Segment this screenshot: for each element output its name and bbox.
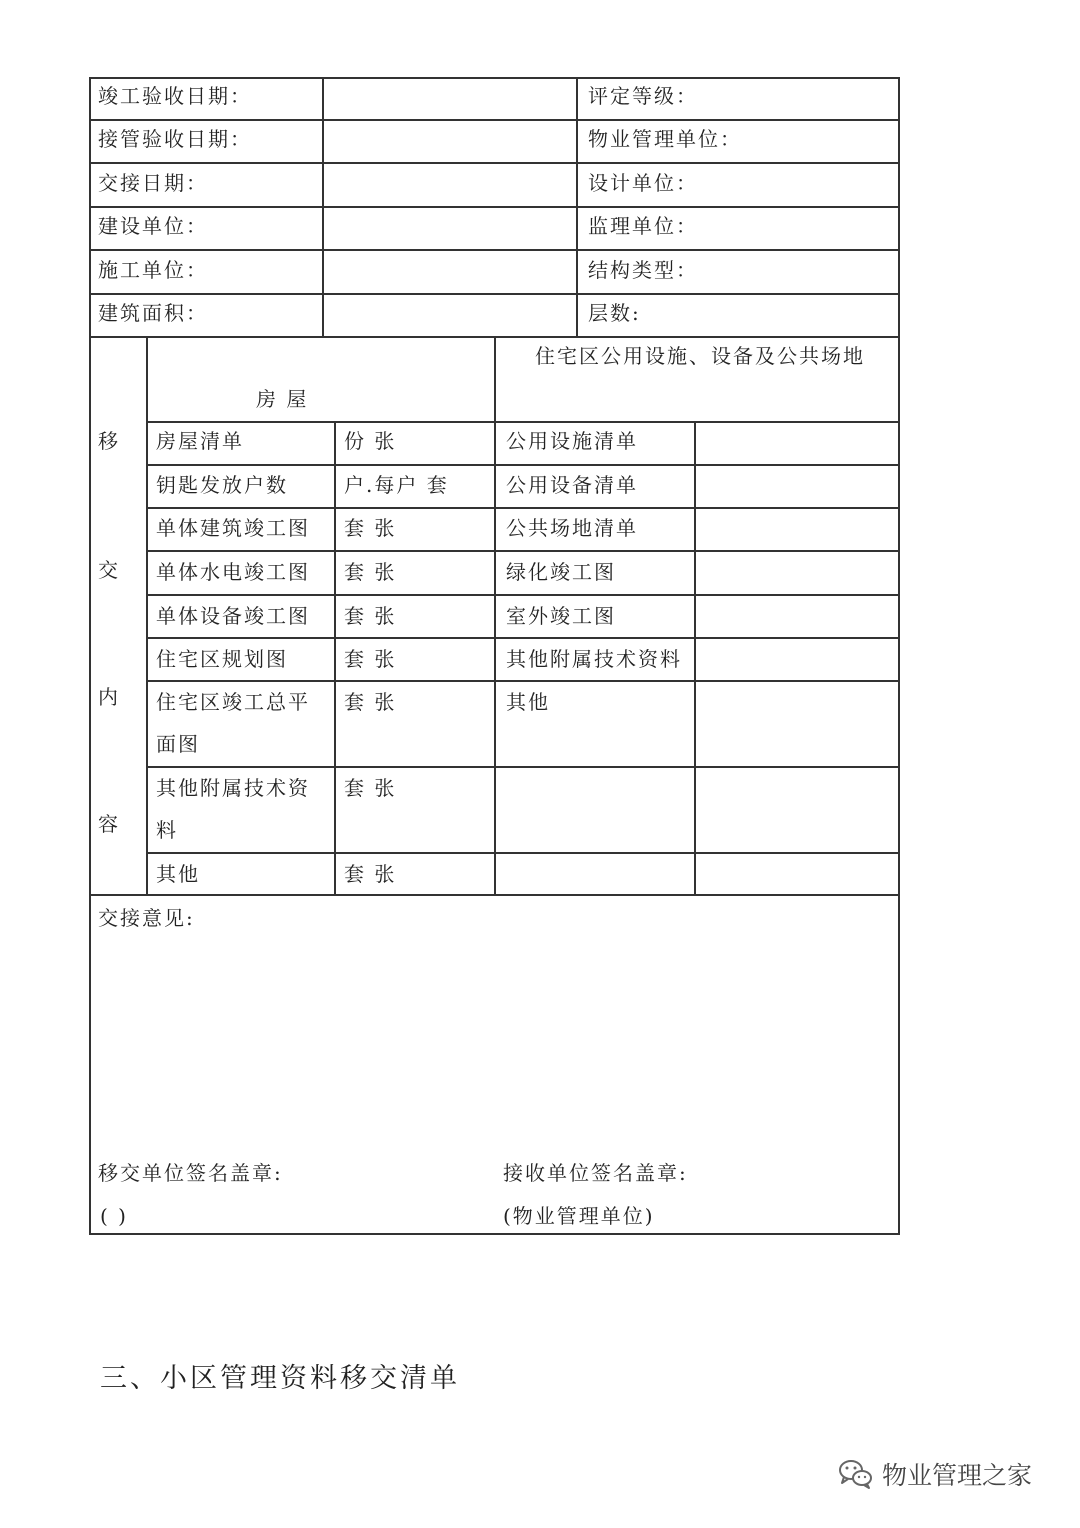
row-divider	[146, 421, 900, 423]
wechat-icon	[838, 1458, 874, 1490]
row-divider	[146, 766, 900, 768]
row-divider	[89, 249, 900, 251]
row-divider	[146, 852, 900, 854]
row-divider	[146, 507, 900, 509]
row-divider	[146, 464, 900, 466]
item-cell-continued: 面图	[156, 732, 200, 756]
row-divider	[89, 293, 900, 295]
item-cell: 住宅区竣工总平	[156, 690, 310, 714]
watermark	[838, 1456, 1032, 1492]
side-char-yi: 移	[98, 429, 120, 453]
row-divider	[89, 894, 900, 896]
house-header: 房 屋	[256, 387, 309, 411]
facility-cell: 公用设施清单	[506, 429, 638, 453]
facility-cell: 其他	[506, 690, 550, 714]
item-cell: 住宅区规划图	[156, 647, 288, 671]
handover-date-label: 交接日期：	[98, 171, 208, 195]
floors-label: 层数:	[588, 301, 641, 325]
item-cell: 其他	[156, 862, 200, 886]
col-divider	[334, 421, 336, 896]
property-mgmt-unit-label: 物业管理单位：	[588, 127, 742, 151]
facility-cell: 其他附属技术资料	[506, 647, 682, 671]
unit-cell: 套 张	[344, 776, 397, 800]
facility-cell: 公用设备清单	[506, 473, 638, 497]
receiver-signature-label: 接收单位签名盖章:	[503, 1161, 688, 1185]
building-area-label: 建筑面积：	[98, 301, 208, 325]
item-cell-continued: 料	[156, 818, 178, 842]
structure-type-label: 结构类型：	[588, 258, 698, 282]
row-divider	[89, 162, 900, 164]
row-divider	[89, 206, 900, 208]
item-cell: 其他附属技术资	[156, 776, 310, 800]
col-divider	[694, 421, 696, 896]
transferor-signature-label: 移交单位签名盖章:	[98, 1161, 283, 1185]
rating-grade-label: 评定等级：	[588, 84, 698, 108]
completion-date-label: 竣工验收日期：	[98, 84, 252, 108]
item-cell: 单体建筑竣工图	[156, 516, 310, 540]
supervision-unit-label: 监理单位：	[588, 214, 698, 238]
unit-cell: 套 张	[344, 516, 397, 540]
handover-opinion-label: 交接意见:	[98, 906, 195, 930]
side-char-rong: 容	[98, 812, 120, 836]
col-divider	[494, 336, 496, 896]
receiver-paren: (物业管理单位)	[503, 1204, 655, 1228]
unit-cell: 套 张	[344, 560, 397, 584]
transferor-paren: ( )	[100, 1204, 128, 1228]
facility-header: 住宅区公用设施、设备及公共场地	[535, 344, 865, 368]
watermark-text: 物业管理之家	[882, 1461, 1033, 1490]
table-border-bottom	[89, 1233, 900, 1235]
facility-cell: 绿化竣工图	[506, 560, 616, 584]
unit-cell: 户.每户 套	[344, 473, 449, 497]
row-divider	[146, 680, 900, 682]
item-cell: 房屋清单	[156, 429, 244, 453]
unit-cell: 套 张	[344, 690, 397, 714]
item-cell: 单体设备竣工图	[156, 604, 310, 628]
design-unit-label: 设计单位：	[588, 171, 698, 195]
item-cell: 钥匙发放户数	[156, 473, 288, 497]
facility-cell: 公共场地清单	[506, 516, 638, 540]
takeover-date-label: 接管验收日期：	[98, 127, 252, 151]
row-divider	[146, 637, 900, 639]
row-divider	[146, 550, 900, 552]
construction-owner-label: 建设单位：	[98, 214, 208, 238]
unit-cell: 份 张	[344, 429, 397, 453]
col-divider	[576, 77, 578, 338]
row-divider	[146, 594, 900, 596]
contractor-label: 施工单位：	[98, 258, 208, 282]
section-heading: 三、小区管理资料移交清单	[100, 1363, 460, 1394]
table-border-top	[89, 77, 900, 79]
unit-cell: 套 张	[344, 604, 397, 628]
item-cell: 单体水电竣工图	[156, 560, 310, 584]
side-char-jiao: 交	[98, 558, 120, 582]
col-divider	[146, 336, 148, 896]
unit-cell: 套 张	[344, 862, 397, 886]
side-char-nei: 内	[98, 685, 120, 709]
col-divider	[322, 77, 324, 338]
row-divider	[89, 119, 900, 121]
facility-cell: 室外竣工图	[506, 604, 616, 628]
unit-cell: 套 张	[344, 647, 397, 671]
